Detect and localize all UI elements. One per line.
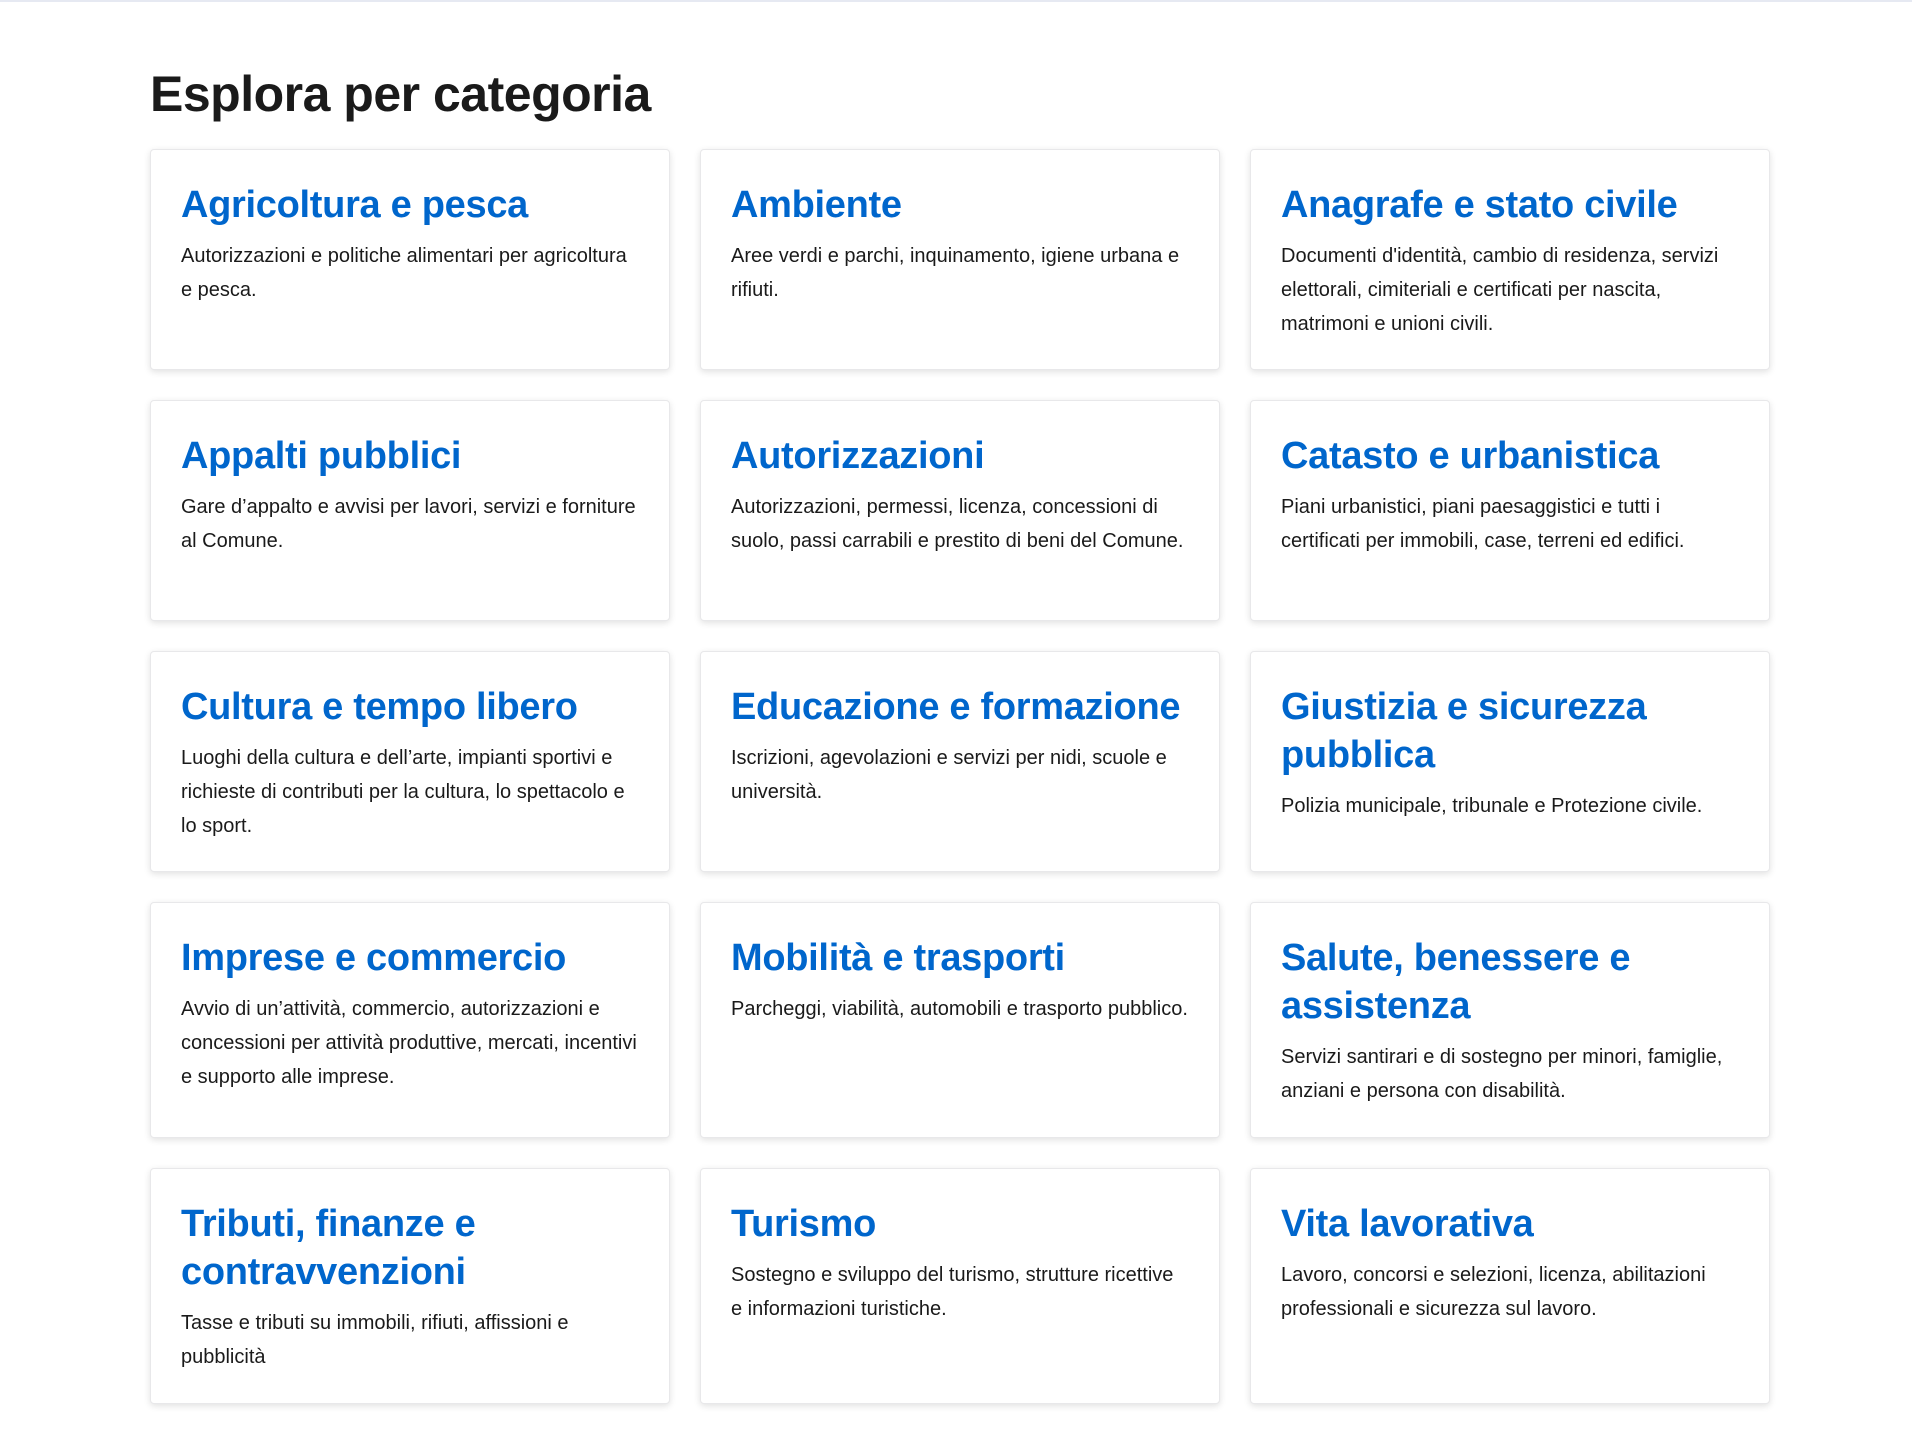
category-description: Luoghi della cultura e dell’arte, impianti sportivi e richieste di contributi per la cultura, lo spettacolo e lo sport. [181, 747, 625, 837]
category-title-link[interactable]: Giustizia e sicurezza pubblica [1281, 686, 1647, 776]
section-title: Esplora per categoria [150, 66, 651, 122]
category-description: Servizi santirari e di sostegno per minori, famiglie, anziani e persona con disabilità. [1281, 1046, 1723, 1102]
category-description: Tasse e tributi su immobili, rifiuti, affissioni e pubblicità [181, 1312, 569, 1368]
category-description: Autorizzazioni, permessi, licenza, concessioni di suolo, passi carrabili e prestito di beni del Comune. [731, 496, 1184, 552]
category-title-link[interactable]: Catasto e urbanistica [1281, 435, 1660, 477]
category-description: Documenti d'identità, cambio di residenza, servizi elettorali, cimiteriali e certificati per nascita, matrimoni e unioni civili. [1281, 245, 1719, 335]
category-card-giustizia[interactable] [1250, 651, 1770, 872]
category-title-link[interactable]: Appalti pubblici [181, 435, 462, 477]
category-card-agricoltura[interactable] [150, 149, 670, 370]
category-title-link[interactable]: Anagrafe e stato civile [1281, 184, 1678, 226]
category-title-link[interactable]: Cultura e tempo libero [181, 686, 578, 728]
category-title-link[interactable]: Tributi, finanze e contravvenzioni [181, 1203, 476, 1293]
category-card-tributi[interactable] [150, 1168, 670, 1404]
category-card-mobilita[interactable] [700, 902, 1220, 1138]
category-title-link[interactable]: Agricoltura e pesca [181, 184, 528, 226]
category-card-educazione[interactable] [700, 651, 1220, 872]
category-card-anagrafe[interactable] [1250, 149, 1770, 370]
category-description: Iscrizioni, agevolazioni e servizi per nidi, scuole e università. [731, 747, 1167, 803]
category-title-link[interactable]: Educazione e formazione [731, 686, 1181, 728]
category-title-link[interactable]: Autorizzazioni [731, 435, 985, 477]
category-description: Aree verdi e parchi, inquinamento, igiene urbana e rifiuti. [731, 245, 1180, 301]
category-grid [150, 149, 1770, 1404]
category-description: Lavoro, concorsi e selezioni, licenza, abilitazioni professionali e sicurezza sul lavoro. [1281, 1264, 1706, 1320]
category-description: Polizia municipale, tribunale e Protezione civile. [1281, 795, 1703, 817]
category-card-ambiente[interactable] [700, 149, 1220, 370]
category-card-salute[interactable] [1250, 902, 1770, 1138]
category-section [150, 60, 1770, 1404]
category-card-turismo[interactable] [700, 1168, 1220, 1404]
category-description: Sostegno e sviluppo del turismo, strutture ricettive e informazioni turistiche. [731, 1264, 1174, 1320]
category-title-link[interactable]: Turismo [731, 1203, 876, 1245]
category-description: Gare d’appalto e avvisi per lavori, servizi e forniture al Comune. [181, 496, 636, 552]
category-card-appalti[interactable] [150, 400, 670, 621]
category-description: Avvio di un’attività, commercio, autorizzazioni e concessioni per attività produttive, mercati, incentivi e supporto alle imprese. [181, 998, 637, 1088]
category-title-link[interactable]: Imprese e commercio [181, 937, 567, 979]
category-description: Parcheggi, viabilità, automobili e trasporto pubblico. [731, 998, 1188, 1020]
category-title-link[interactable]: Salute, benessere e assistenza [1281, 937, 1631, 1027]
category-card-catasto[interactable] [1250, 400, 1770, 621]
category-description: Autorizzazioni e politiche alimentari per agricoltura e pesca. [181, 245, 627, 301]
category-title-link[interactable]: Mobilità e trasporti [731, 937, 1065, 979]
category-card-vita-lavorativa[interactable] [1250, 1168, 1770, 1404]
category-card-autorizzazioni[interactable] [700, 400, 1220, 621]
category-card-cultura[interactable] [150, 651, 670, 872]
category-title-link[interactable]: Vita lavorativa [1281, 1203, 1534, 1245]
top-divider [0, 0, 1912, 2]
category-title-link[interactable]: Ambiente [731, 184, 902, 226]
category-card-imprese[interactable] [150, 902, 670, 1138]
category-description: Piani urbanistici, piani paesaggistici e tutti i certificati per immobili, case, terreni ed edifici. [1281, 496, 1685, 552]
